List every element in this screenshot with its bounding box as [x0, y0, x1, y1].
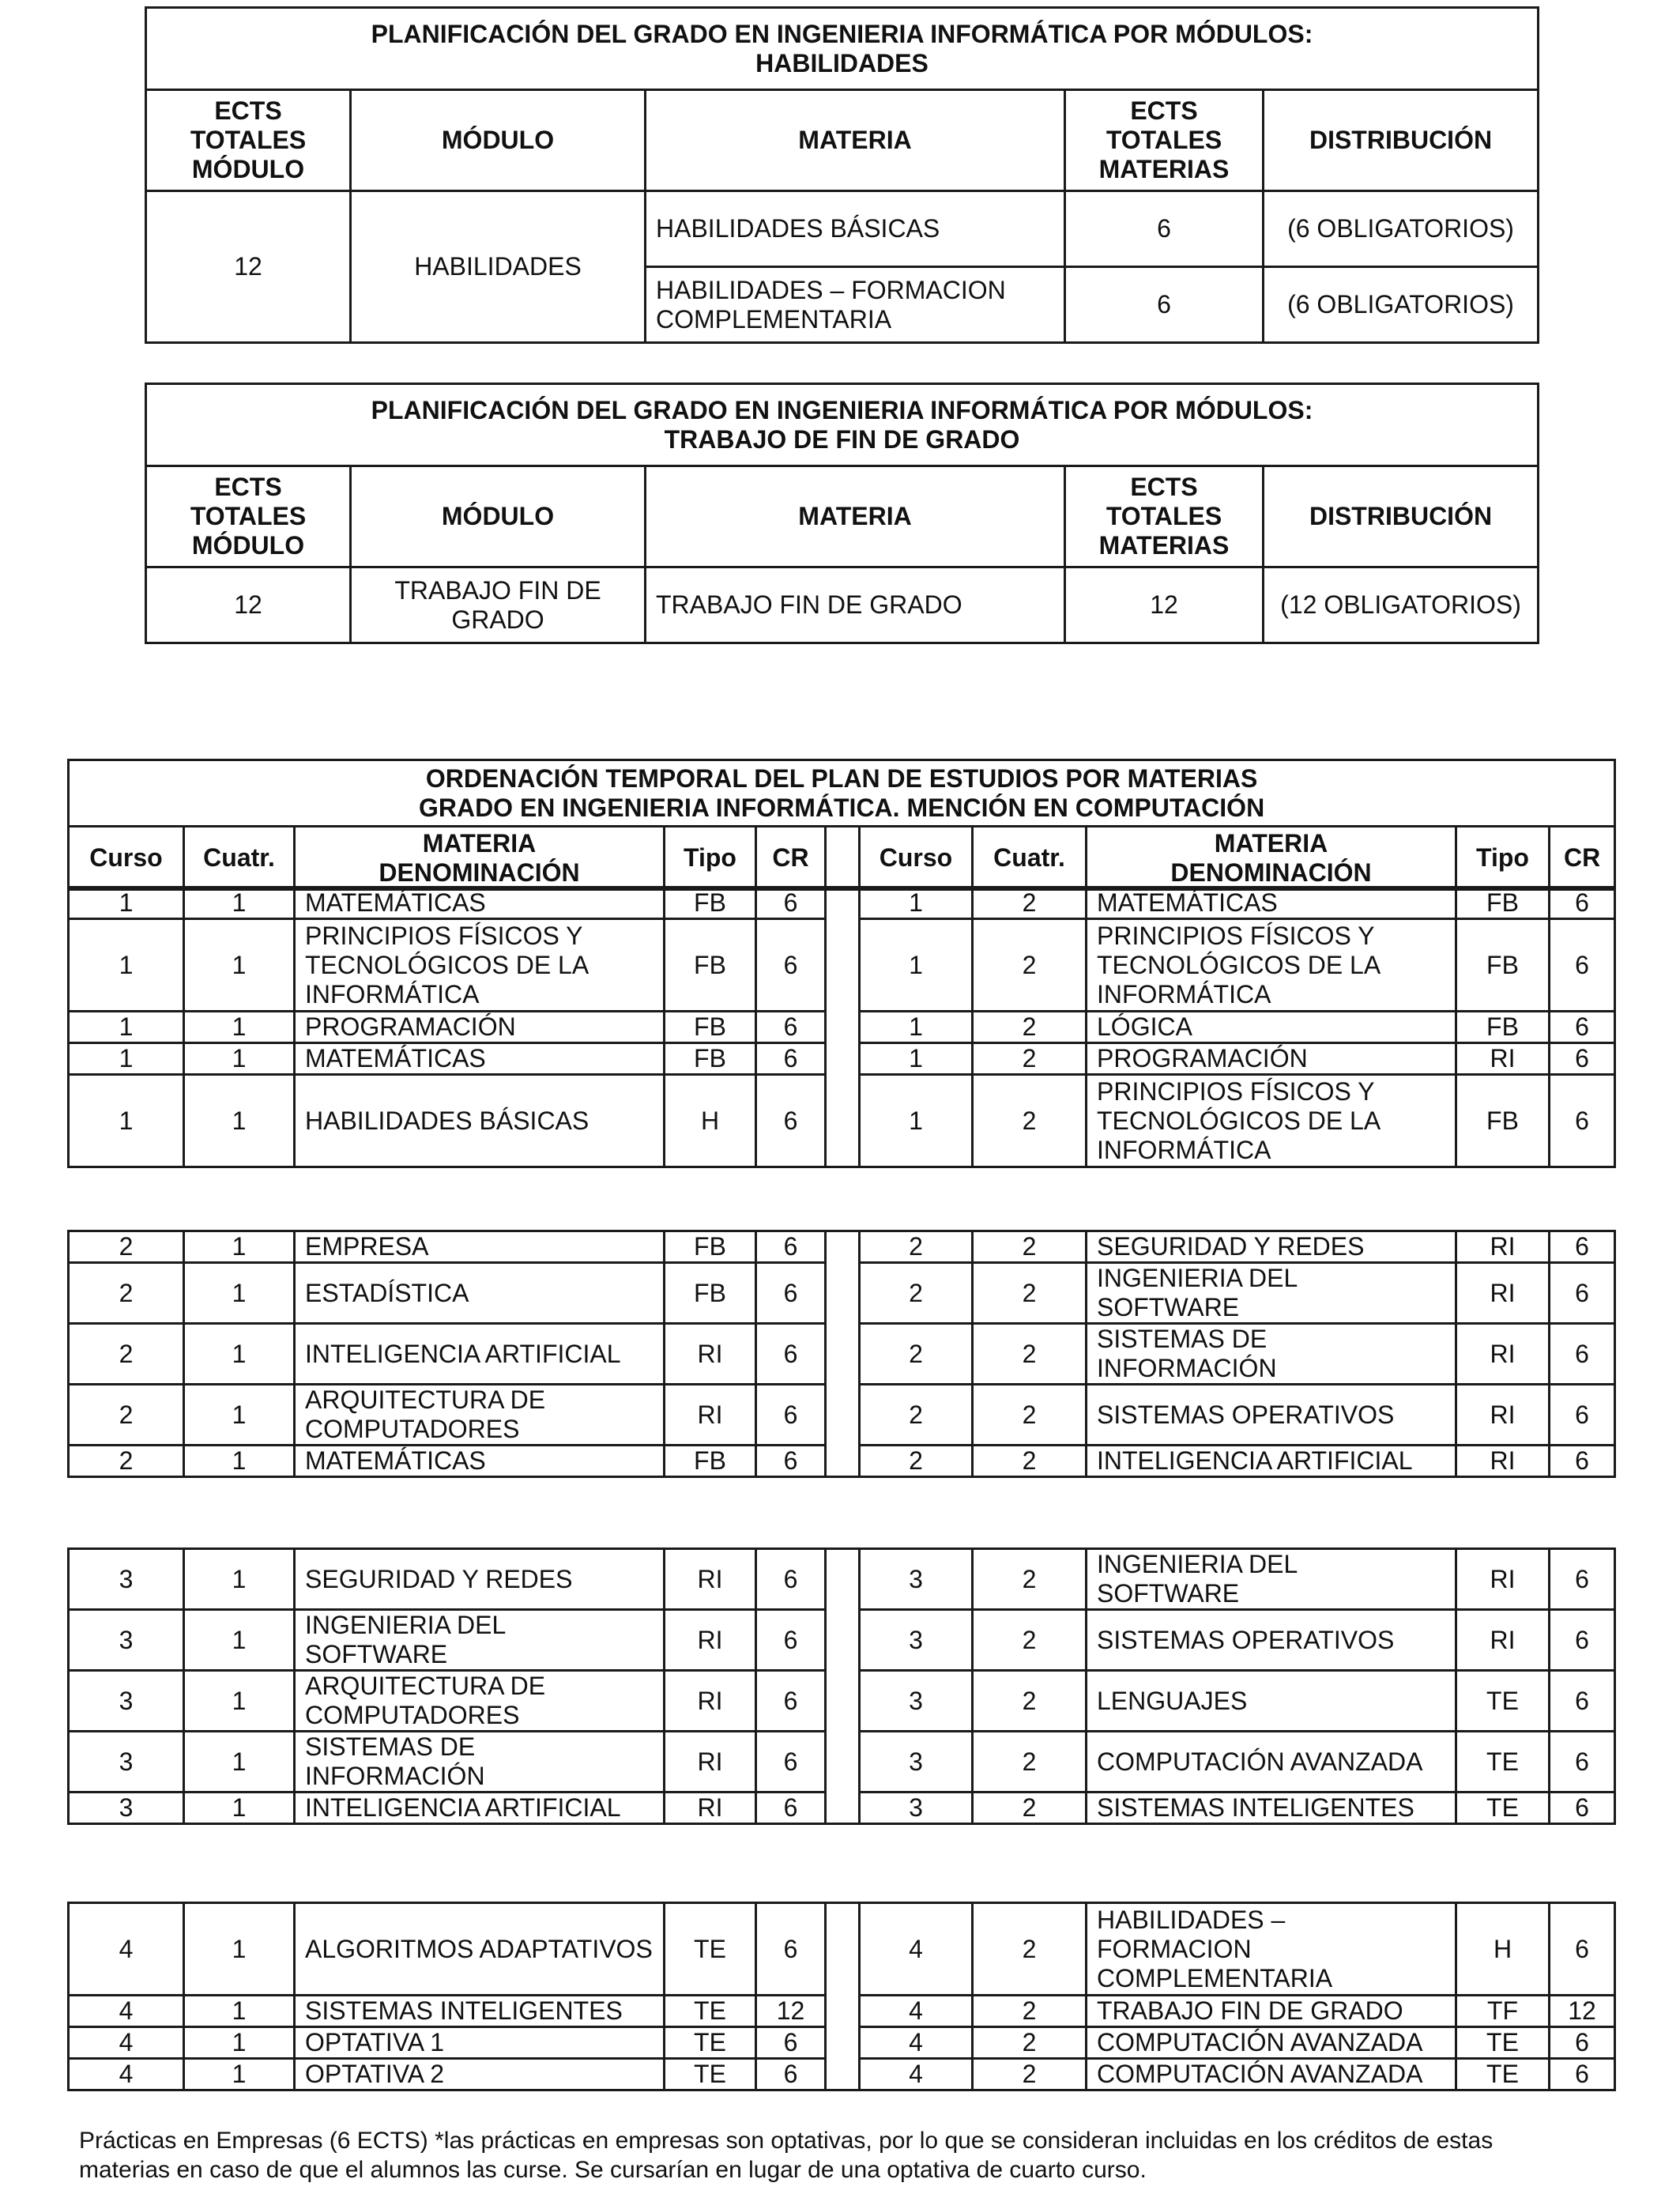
- cell-materia: COMPUTACIÓN AVANZADA: [1087, 2059, 1456, 2090]
- cell-cuatr: 2: [973, 1793, 1087, 1824]
- cell-cr: 6: [756, 1610, 826, 1671]
- header-curso: Curso: [69, 827, 184, 890]
- header-denominacion: DENOMINACIÓN: [1170, 858, 1372, 887]
- cell-cr: 6: [1550, 919, 1615, 1012]
- cell-curso: 4: [860, 2059, 973, 2090]
- cell-cr: 6: [756, 1671, 826, 1732]
- cell-cr: 6: [756, 1903, 826, 1996]
- cell-materia: INGENIERIA DEL SOFTWARE: [1087, 1549, 1456, 1610]
- cell-cuatr: 1: [184, 1385, 295, 1446]
- table-row: [69, 1903, 1615, 1996]
- cell-tipo: RI: [1456, 1324, 1550, 1385]
- header-tipo: Tipo: [1456, 827, 1550, 890]
- header-ects-materias: ECTS TOTALES MATERIAS: [1065, 90, 1264, 191]
- plan-title: [69, 760, 1615, 827]
- cell-materia: INGENIERIA DEL SOFTWARE: [295, 1610, 665, 1671]
- cell-curso: 3: [860, 1610, 973, 1671]
- cell-cr: 6: [756, 1446, 826, 1477]
- cell-cuatr: 2: [973, 1043, 1087, 1075]
- cell-tipo: RI: [665, 1732, 756, 1793]
- cell-cr: 6: [1550, 1231, 1615, 1263]
- cell-materia: SISTEMAS DE INFORMACIÓN: [1087, 1324, 1456, 1385]
- cell-tipo: TE: [1456, 1671, 1550, 1732]
- header-distribucion: DISTRIBUCIÓN: [1264, 90, 1539, 191]
- cell-tipo: TE: [1456, 2027, 1550, 2059]
- cell-cuatr: 1: [184, 1012, 295, 1043]
- cell-curso: 1: [69, 1012, 184, 1043]
- cell-cuatr: 1: [184, 1446, 295, 1477]
- cell-cr: 6: [756, 919, 826, 1012]
- cell-curso: 2: [860, 1231, 973, 1263]
- cell-materia: PRINCIPIOS FÍSICOS Y TECNOLÓGICOS DE LA INFORMÁTICA: [1087, 919, 1456, 1012]
- cell-tipo: FB: [1456, 888, 1550, 919]
- cell-curso: 3: [69, 1549, 184, 1610]
- cell-tipo: TE: [1456, 1793, 1550, 1824]
- cell-cr: 6: [1550, 2027, 1615, 2059]
- cell-materia: MATEMÁTICAS: [295, 1446, 665, 1477]
- plan-block-year-3: [67, 1547, 1616, 1825]
- column-separator: [826, 1231, 860, 1477]
- cell-tipo: RI: [665, 1324, 756, 1385]
- cell-tipo: RI: [665, 1671, 756, 1732]
- cell-cr: 6: [1550, 1549, 1615, 1610]
- materia-value: TRABAJO FIN DE GRADO: [646, 567, 1065, 643]
- column-separator: [826, 1903, 860, 2090]
- cell-tipo: RI: [665, 1793, 756, 1824]
- cell-tipo: FB: [665, 1446, 756, 1477]
- cell-tipo: TE: [1456, 2059, 1550, 2090]
- cell-curso: 3: [69, 1732, 184, 1793]
- cell-tipo: FB: [665, 1231, 756, 1263]
- header-modulo: MÓDULO: [351, 466, 646, 567]
- cell-cr: 6: [756, 1263, 826, 1324]
- cell-cuatr: 1: [184, 919, 295, 1012]
- header-materia-denominacion: [1087, 827, 1456, 890]
- header-materia: MATERIA: [646, 466, 1065, 567]
- cell-curso: 4: [860, 1996, 973, 2027]
- cell-materia: ARQUITECTURA DE COMPUTADORES: [295, 1385, 665, 1446]
- cell-tipo: TE: [665, 1996, 756, 2027]
- cell-curso: 1: [860, 1012, 973, 1043]
- table-title: [146, 8, 1539, 90]
- plan-header-table: [67, 759, 1616, 891]
- cell-tipo: RI: [1456, 1231, 1550, 1263]
- cell-tipo: FB: [665, 1012, 756, 1043]
- cell-tipo: FB: [1456, 919, 1550, 1012]
- cell-cr: 6: [756, 888, 826, 919]
- title-line-1: PLANIFICACIÓN DEL GRADO EN INGENIERIA INFORMÁTICA POR MÓDULOS:: [371, 395, 1313, 424]
- cell-materia: SISTEMAS OPERATIVOS: [1087, 1610, 1456, 1671]
- cell-materia: PROGRAMACIÓN: [1087, 1043, 1456, 1075]
- header-materia: MATERIA: [1214, 828, 1328, 858]
- plan-block-year-1: [67, 886, 1616, 1168]
- cell-curso: 1: [69, 1043, 184, 1075]
- cell-tipo: RI: [1456, 1549, 1550, 1610]
- cell-cr: 6: [1550, 1903, 1615, 1996]
- cell-cuatr: 2: [973, 1446, 1087, 1477]
- materia-value: HABILIDADES BÁSICAS: [646, 191, 1065, 267]
- modulo-value: TRABAJO FIN DE GRADO: [351, 567, 646, 643]
- cell-cr: 6: [1550, 1324, 1615, 1385]
- cell-cr: 6: [1550, 1012, 1615, 1043]
- table-row: [69, 1549, 1615, 1610]
- cell-cr: 6: [756, 2059, 826, 2090]
- cell-tipo: TE: [665, 1903, 756, 1996]
- cell-tipo: FB: [1456, 1075, 1550, 1167]
- cell-cr: 6: [1550, 1263, 1615, 1324]
- table-title: [146, 384, 1539, 466]
- table-row: [69, 888, 1615, 919]
- cell-curso: 3: [860, 1793, 973, 1824]
- header-tipo: Tipo: [665, 827, 756, 890]
- cell-cuatr: 1: [184, 1043, 295, 1075]
- cell-cuatr: 1: [184, 2059, 295, 2090]
- cell-cuatr: 2: [973, 1732, 1087, 1793]
- cell-cuatr: 1: [184, 1075, 295, 1167]
- tfg-table: [145, 383, 1539, 644]
- cell-tipo: RI: [1456, 1385, 1550, 1446]
- cell-cuatr: 1: [184, 888, 295, 919]
- cell-materia: ARQUITECTURA DE COMPUTADORES: [295, 1671, 665, 1732]
- cell-curso: 2: [69, 1385, 184, 1446]
- distribucion-value: (6 OBLIGATORIOS): [1264, 267, 1539, 343]
- cell-curso: 4: [69, 2059, 184, 2090]
- header-cuatr: Cuatr.: [184, 827, 295, 890]
- cell-tipo: TE: [1456, 1732, 1550, 1793]
- cell-materia: MATEMÁTICAS: [295, 888, 665, 919]
- ects-materia-value: 12: [1065, 567, 1264, 643]
- cell-tipo: RI: [665, 1385, 756, 1446]
- cell-cuatr: 2: [973, 1231, 1087, 1263]
- cell-curso: 1: [860, 888, 973, 919]
- cell-curso: 1: [69, 1075, 184, 1167]
- column-separator: [826, 827, 860, 890]
- header-cr: CR: [1550, 827, 1615, 890]
- cell-tipo: TE: [665, 2059, 756, 2090]
- header-distribucion: DISTRIBUCIÓN: [1264, 466, 1539, 567]
- materia-value: HABILIDADES – FORMACION COMPLEMENTARIA: [646, 267, 1065, 343]
- header-ects-modulo: ECTS TOTALES MÓDULO: [146, 90, 351, 191]
- column-separator: [826, 1549, 860, 1824]
- cell-curso: 1: [69, 888, 184, 919]
- cell-cr: 6: [756, 1324, 826, 1385]
- cell-cuatr: 1: [184, 2027, 295, 2059]
- cell-cr: 6: [1550, 1671, 1615, 1732]
- cell-curso: 4: [69, 1903, 184, 1996]
- cell-cr: 6: [756, 1385, 826, 1446]
- cell-curso: 2: [860, 1263, 973, 1324]
- header-ects-modulo: ECTS TOTALES MÓDULO: [146, 466, 351, 567]
- cell-materia: PROGRAMACIÓN: [295, 1012, 665, 1043]
- cell-cr: 6: [756, 1549, 826, 1610]
- cell-materia: LÓGICA: [1087, 1012, 1456, 1043]
- footnote: Prácticas en Empresas (6 ECTS) *las prácticas en empresas son optativas, por lo que se consideran incluidas en los créditos de estas materias en caso de que el alumnos las curse. Se cursarían en lugar de una optativa de cuarto curso.: [79, 2128, 1494, 2183]
- cell-cuatr: 2: [973, 2027, 1087, 2059]
- cell-cuatr: 1: [184, 1324, 295, 1385]
- cell-cuatr: 2: [973, 1075, 1087, 1167]
- cell-curso: 3: [860, 1671, 973, 1732]
- title-line-2: HABILIDADES: [755, 48, 929, 77]
- title-line-1: PLANIFICACIÓN DEL GRADO EN INGENIERIA INFORMÁTICA POR MÓDULOS:: [371, 19, 1313, 48]
- cell-cuatr: 1: [184, 1610, 295, 1671]
- cell-tipo: FB: [665, 1043, 756, 1075]
- header-materia: MATERIA: [646, 90, 1065, 191]
- cell-curso: 2: [69, 1231, 184, 1263]
- cell-cuatr: 2: [973, 919, 1087, 1012]
- column-separator: [826, 888, 860, 1167]
- cell-curso: 2: [860, 1385, 973, 1446]
- cell-cr: 6: [1550, 1793, 1615, 1824]
- header-cuatr: Cuatr.: [973, 827, 1087, 890]
- cell-curso: 4: [69, 2027, 184, 2059]
- cell-materia: SISTEMAS INTELIGENTES: [1087, 1793, 1456, 1824]
- cell-materia: OPTATIVA 1: [295, 2027, 665, 2059]
- cell-cuatr: 1: [184, 1263, 295, 1324]
- cell-curso: 3: [69, 1610, 184, 1671]
- cell-curso: 4: [860, 2027, 973, 2059]
- cell-cr: 12: [1550, 1996, 1615, 2027]
- cell-curso: 1: [69, 919, 184, 1012]
- cell-cr: 6: [756, 1231, 826, 1263]
- cell-cr: 6: [1550, 1446, 1615, 1477]
- cell-cuatr: 1: [184, 1549, 295, 1610]
- cell-curso: 2: [860, 1324, 973, 1385]
- distribucion-value: (6 OBLIGATORIOS): [1264, 191, 1539, 267]
- cell-materia: INGENIERIA DEL SOFTWARE: [1087, 1263, 1456, 1324]
- cell-materia: OPTATIVA 2: [295, 2059, 665, 2090]
- ects-materia-value: 6: [1065, 191, 1264, 267]
- cell-curso: 2: [69, 1324, 184, 1385]
- header-modulo: MÓDULO: [351, 90, 646, 191]
- cell-curso: 1: [860, 919, 973, 1012]
- cell-cr: 6: [1550, 1075, 1615, 1167]
- cell-tipo: FB: [665, 919, 756, 1012]
- table-row: [69, 1231, 1615, 1263]
- habilidades-table: [145, 6, 1539, 344]
- cell-tipo: RI: [1456, 1263, 1550, 1324]
- cell-curso: 3: [860, 1549, 973, 1610]
- cell-materia: MATEMÁTICAS: [1087, 888, 1456, 919]
- cell-materia: EMPRESA: [295, 1231, 665, 1263]
- cell-tipo: RI: [1456, 1610, 1550, 1671]
- cell-curso: 3: [69, 1671, 184, 1732]
- cell-cuatr: 1: [184, 1732, 295, 1793]
- cell-materia: LENGUAJES: [1087, 1671, 1456, 1732]
- cell-cr: 6: [1550, 1385, 1615, 1446]
- cell-tipo: H: [1456, 1903, 1550, 1996]
- cell-materia: HABILIDADES – FORMACION COMPLEMENTARIA: [1087, 1903, 1456, 1996]
- cell-cr: 12: [756, 1996, 826, 2027]
- cell-curso: 1: [860, 1075, 973, 1167]
- ects-materia-value: 6: [1065, 267, 1264, 343]
- cell-cuatr: 1: [184, 1231, 295, 1263]
- cell-curso: 2: [69, 1263, 184, 1324]
- cell-materia: COMPUTACIÓN AVANZADA: [1087, 1732, 1456, 1793]
- cell-curso: 3: [69, 1793, 184, 1824]
- cell-cr: 6: [756, 1732, 826, 1793]
- modulo-value: HABILIDADES: [351, 191, 646, 343]
- cell-cuatr: 2: [973, 1012, 1087, 1043]
- cell-tipo: RI: [1456, 1043, 1550, 1075]
- cell-curso: 1: [860, 1043, 973, 1075]
- ects-modulo-value: 12: [146, 191, 351, 343]
- cell-tipo: FB: [665, 1263, 756, 1324]
- cell-cuatr: 1: [184, 1996, 295, 2027]
- plan-block-year-2: [67, 1230, 1616, 1478]
- cell-materia: SISTEMAS INTELIGENTES: [295, 1996, 665, 2027]
- cell-tipo: RI: [1456, 1446, 1550, 1477]
- cell-cuatr: 2: [973, 1996, 1087, 2027]
- cell-materia: SEGURIDAD Y REDES: [1087, 1231, 1456, 1263]
- cell-materia: SISTEMAS OPERATIVOS: [1087, 1385, 1456, 1446]
- header-cr: CR: [756, 827, 826, 890]
- cell-tipo: TE: [665, 2027, 756, 2059]
- cell-materia: SEGURIDAD Y REDES: [295, 1549, 665, 1610]
- cell-cuatr: 2: [973, 1671, 1087, 1732]
- cell-materia: ALGORITMOS ADAPTATIVOS: [295, 1903, 665, 1996]
- cell-materia: PRINCIPIOS FÍSICOS Y TECNOLÓGICOS DE LA INFORMÁTICA: [1087, 1075, 1456, 1167]
- cell-tipo: FB: [665, 888, 756, 919]
- cell-materia: INTELIGENCIA ARTIFICIAL: [1087, 1446, 1456, 1477]
- cell-cr: 6: [1550, 888, 1615, 919]
- cell-cr: 6: [1550, 2059, 1615, 2090]
- cell-curso: 3: [860, 1732, 973, 1793]
- cell-cuatr: 1: [184, 1903, 295, 1996]
- cell-tipo: H: [665, 1075, 756, 1167]
- plan-block-year-4: [67, 1902, 1616, 2091]
- cell-cuatr: 2: [973, 1263, 1087, 1324]
- cell-cuatr: 2: [973, 2059, 1087, 2090]
- cell-materia: MATEMÁTICAS: [295, 1043, 665, 1075]
- cell-materia: SISTEMAS DE INFORMACIÓN: [295, 1732, 665, 1793]
- cell-tipo: RI: [665, 1610, 756, 1671]
- cell-cr: 6: [1550, 1043, 1615, 1075]
- cell-curso: 2: [860, 1446, 973, 1477]
- cell-materia: HABILIDADES BÁSICAS: [295, 1075, 665, 1167]
- cell-tipo: FB: [1456, 1012, 1550, 1043]
- cell-materia: PRINCIPIOS FÍSICOS Y TECNOLÓGICOS DE LA INFORMÁTICA: [295, 919, 665, 1012]
- cell-materia: COMPUTACIÓN AVANZADA: [1087, 2027, 1456, 2059]
- cell-materia: TRABAJO FIN DE GRADO: [1087, 1996, 1456, 2027]
- header-ects-materias: ECTS TOTALES MATERIAS: [1065, 466, 1264, 567]
- cell-cuatr: 1: [184, 1671, 295, 1732]
- cell-cr: 6: [756, 1012, 826, 1043]
- title-line-2: TRABAJO DE FIN DE GRADO: [664, 424, 1020, 454]
- cell-cuatr: 2: [973, 1549, 1087, 1610]
- cell-cuatr: 2: [973, 888, 1087, 919]
- cell-tipo: RI: [665, 1549, 756, 1610]
- cell-materia: INTELIGENCIA ARTIFICIAL: [295, 1793, 665, 1824]
- cell-curso: 4: [860, 1903, 973, 1996]
- cell-curso: 2: [69, 1446, 184, 1477]
- cell-tipo: TF: [1456, 1996, 1550, 2027]
- cell-cuatr: 2: [973, 1610, 1087, 1671]
- cell-cr: 6: [1550, 1732, 1615, 1793]
- plan-title-line-2: GRADO EN INGENIERIA INFORMÁTICA. MENCIÓN EN COMPUTACIÓN: [418, 793, 1265, 822]
- cell-materia: ESTADÍSTICA: [295, 1263, 665, 1324]
- cell-cr: 6: [756, 1043, 826, 1075]
- cell-cuatr: 2: [973, 1324, 1087, 1385]
- cell-cr: 6: [756, 2027, 826, 2059]
- header-materia: MATERIA: [422, 828, 537, 858]
- cell-curso: 4: [69, 1996, 184, 2027]
- cell-cr: 6: [756, 1793, 826, 1824]
- cell-materia: INTELIGENCIA ARTIFICIAL: [295, 1324, 665, 1385]
- cell-cuatr: 2: [973, 1903, 1087, 1996]
- plan-title-line-1: ORDENACIÓN TEMPORAL DEL PLAN DE ESTUDIOS POR MATERIAS: [425, 763, 1258, 793]
- cell-cuatr: 1: [184, 1793, 295, 1824]
- distribucion-value: (12 OBLIGATORIOS): [1264, 567, 1539, 643]
- header-curso: Curso: [860, 827, 973, 890]
- ects-modulo-value: 12: [146, 567, 351, 643]
- header-denominacion: DENOMINACIÓN: [379, 858, 580, 887]
- cell-cr: 6: [1550, 1610, 1615, 1671]
- header-materia-denominacion: [295, 827, 665, 890]
- cell-cuatr: 2: [973, 1385, 1087, 1446]
- cell-cr: 6: [756, 1075, 826, 1167]
